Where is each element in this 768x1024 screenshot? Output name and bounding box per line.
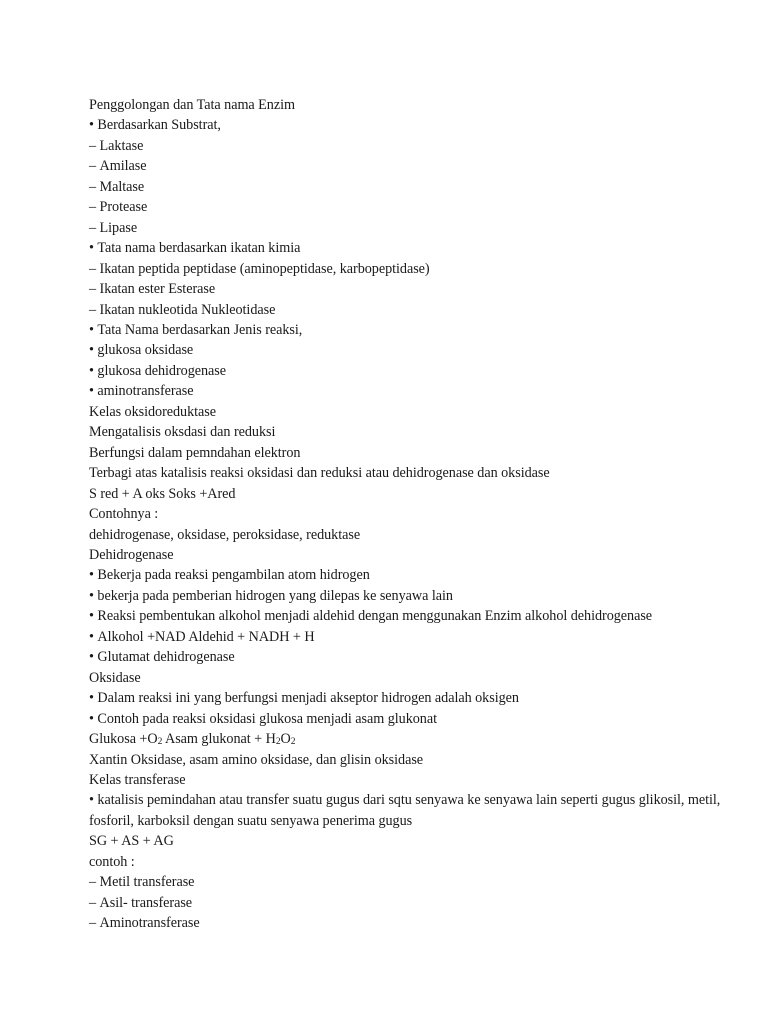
bullet-item: • Contoh pada reaksi oksidasi glukosa menjadi asam glukonat	[89, 709, 759, 729]
text-line: Mengatalisis oksdasi dan reduksi	[89, 424, 276, 441]
document-title: Penggolongan dan Tata nama Enzim	[89, 97, 295, 113]
text-line: Berfungsi dalam pemndahan elektron	[89, 444, 301, 461]
text-line: Terbagi atas katalisis reaksi oksidasi dan reduksi atau dehidrogenase dan oksidase	[89, 465, 550, 482]
text-line: Contohnya :	[89, 506, 159, 523]
bullet-item: • Glutamat dehidrogenase	[89, 647, 759, 667]
dash-item: – Amilase	[89, 156, 759, 176]
text-line: Kelas oksidoreduktase	[89, 403, 216, 420]
text-line: S red + A oks Soks +Ared	[89, 485, 236, 502]
text-line: SG + AS + AG	[89, 833, 174, 850]
bullet-item: • aminotransferase	[89, 381, 759, 401]
text-line: dehidrogenase, oksidase, peroksidase, reduktase	[89, 526, 361, 543]
dash-item: – Protease	[89, 197, 759, 217]
bullet-item: • Tata nama berdasarkan ikatan kimia	[89, 238, 759, 258]
bullet-item: • bekerja pada pemberian hidrogen yang dilepas ke senyawa lain	[89, 586, 759, 606]
bullet-item: • glukosa oksidase	[89, 340, 759, 360]
dash-item: – Ikatan ester Esterase	[89, 279, 759, 299]
bullet-item: • Dalam reaksi ini yang berfungsi menjadi akseptor hidrogen adalah oksigen	[89, 688, 759, 708]
bullet-item: • katalisis pemindahan atau transfer suatu gugus dari sqtu senyawa ke senyawa lain seperti gugus glikosil, metil, fosforil, karboksil dengan suatu senyawa penerima gugus	[89, 790, 759, 831]
dash-item: – Aminotransferase	[89, 913, 759, 933]
bullet-item: • Reaksi pembentukan alkohol menjadi aldehid dengan menggunakan Enzim alkohol dehidrogenase	[89, 606, 759, 626]
bullet-item: • Tata Nama berdasarkan Jenis reaksi,	[89, 320, 759, 340]
dash-item: – Metil transferase	[89, 872, 759, 892]
bullet-item: • Berdasarkan Substrat,	[89, 115, 759, 135]
dash-item: – Lipase	[89, 218, 759, 238]
bullet-item: • Bekerja pada reaksi pengambilan atom hidrogen	[89, 565, 759, 585]
text-line: Kelas transferase	[89, 771, 186, 788]
text-line: Dehidrogenase	[89, 546, 174, 563]
dash-item: – Asil- transferase	[89, 893, 759, 913]
dash-item: – Ikatan peptida peptidase (aminopeptidase, karbopeptidase)	[89, 259, 759, 279]
document-body	[89, 95, 759, 934]
text-line: Xantin Oksidase, asam amino oksidase, dan glisin oksidase	[89, 751, 424, 768]
dash-item: – Laktase	[89, 136, 759, 156]
bullet-item: • Alkohol +NAD Aldehid + NADH + H	[89, 627, 759, 647]
text-line: Oksidase	[89, 669, 141, 686]
text-line: contoh :	[89, 853, 135, 870]
dash-item: – Ikatan nukleotida Nukleotidase	[89, 300, 759, 320]
bullet-item: • glukosa dehidrogenase	[89, 361, 759, 381]
dash-item: – Maltase	[89, 177, 759, 197]
formula-line: Glukosa $+O_2$ Asam glukonat + $H_2O_2$	[89, 731, 296, 748]
